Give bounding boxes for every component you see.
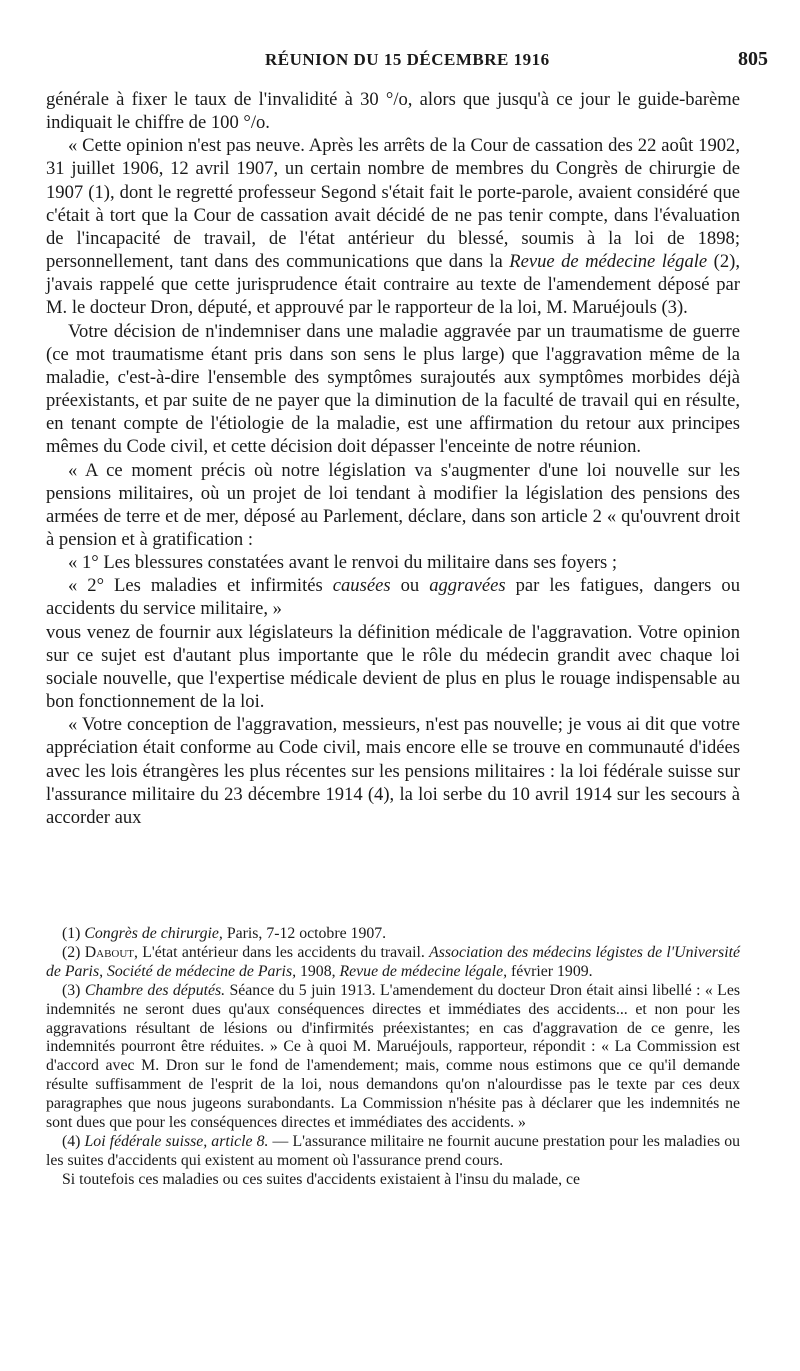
footnote-2	[46, 944, 740, 982]
body-text	[46, 88, 740, 829]
footnote-4	[46, 1133, 740, 1171]
footnote-2-author: Dabout,	[84, 943, 138, 961]
footnote-3-source: Chambre des députés.	[84, 981, 226, 999]
revue-title: Revue de médecine légale	[509, 251, 708, 273]
causees-word: causées	[332, 575, 391, 597]
paragraph-7: vous venez de fournir aux législateurs la définition médicale de l'aggravation. Votre opinion sur ce sujet est d'autant plus importante que le rôle du médecin grandit avec chaque loi sociale nouvelle, que l'expertise médicale devient de plus en plus le rouage indispensable au bon fonctionnement de la loi.	[46, 621, 740, 713]
aggravees-word: aggravées	[429, 575, 506, 597]
paragraph-2	[46, 134, 740, 319]
paragraph-5: « 1° Les blessures constatées avant le renvoi du militaire dans ses foyers ;	[68, 552, 618, 574]
footnote-3-text: Séance du 5 juin 1913. L'amendement du docteur Dron était ainsi libellé : « Les indemnités ne seront dues qu'aux conséquences directes et immédiates des accidents... et non pour les aggravations résultant de lésions ou d'infirmités préexistantes; en cas d'aggravation de ce genre, les indemnités pourront être réduites. » Ce à quoi M. Maruéjouls, rapporteur, répondit : « La Commission est d'accord avec M. Dron sur le fond de l'amendement; mais, comme nous estimons que ce qu'il demande résulte suffisamment de l'esprit de la loi, nous demandons qu'on n'alourdisse pas le texte par ces deux paragraphes que nous jugeons surabondants. La Commission n'hésite pas à déclarer que les indemnités ne sont dues que pour les conséquences directes et immédiates des accidents. »	[46, 981, 740, 1132]
page-header	[0, 48, 800, 76]
footnote-4-number: (4)	[62, 1132, 85, 1150]
footnote-4-continued: Si toutefois ces maladies ou ces suites d'accidents existaient à l'insu du malade, ce	[62, 1170, 581, 1188]
paragraph-2-end: (2), j'avais rappelé que cette jurisprudence était contraire au texte de l'amendement déposé par M. le docteur Dron, député, et approuvé par le rapporteur de la loi, M. Maruéjouls (3).	[46, 251, 740, 319]
paragraph-6-start: « 2° Les maladies et infirmités	[68, 575, 333, 597]
footnote-1	[46, 925, 740, 944]
footnotes	[46, 925, 740, 1190]
paragraph-6-mid: ou	[390, 575, 430, 597]
page-number: 805	[738, 48, 768, 70]
paragraph-8: « Votre conception de l'aggravation, messieurs, n'est pas nouvelle; je vous ai dit que votre appréciation était conforme au Code civil, mais encore elle se trouve en communauté d'idées avec les lois étrangères les plus récentes sur les pensions militaires : la loi fédérale suisse sur l'assurance militaire du 23 décembre 1914 (4), la loi serbe du 10 avril 1914 sur les secours à accorder aux	[46, 714, 740, 828]
footnote-3-number: (3)	[62, 981, 85, 999]
footnote-2-source: Association des médecins légistes de l'Université de Paris, Société de médecine de Paris,	[46, 943, 740, 980]
running-head: RÉUNION DU 15 DÉCEMBRE 1916	[265, 50, 550, 69]
footnote-2-date: février 1909.	[507, 962, 593, 980]
footnote-1-number: (1)	[62, 925, 85, 942]
paragraph-4: « A ce moment précis où notre législation va s'augmenter d'une loi nouvelle sur les pensions militaires, où un projet de loi tendant à modifier la législation des pensions des armées de terre et de mer, déposé au Parlement, déclare, dans son article 2 « qu'ouvrent droit à pension et à gratification :	[46, 459, 740, 550]
footnote-1-text: Paris, 7-12 octobre 1907.	[222, 925, 387, 942]
footnote-4-text: — L'assurance militaire ne fournit aucune prestation pour les maladies ou les suites d'accidents qui existent au moment où l'assurance prend cours.	[46, 1132, 740, 1169]
footnote-2-year: 1908,	[296, 962, 340, 980]
footnote-2-text: L'état antérieur dans les accidents du travail.	[137, 943, 430, 961]
paragraph-3: Votre décision de n'indemniser dans une maladie aggravée par un traumatisme de guerre (ce mot traumatisme étant pris dans son sens le plus large) que l'aggravation même de la maladie, c'est-à-dire l'ensemble des symptômes surajoutés aux symptômes morbides déjà préexistants, et par suite de ne payer que la diminution de la faculté de travail qui en résulte, en tenant compte de l'étiologie de la maladie, est une affirmation du retour aux principes mêmes du Code civil, et cette décision doit dépasser l'enceinte de notre réunion.	[46, 320, 740, 458]
paragraph-6-end: par les fatigues, dangers ou accidents du service militaire, »	[46, 575, 740, 620]
paragraph-2-start: « Cette opinion n'est pas neuve. Après les arrêts de la Cour de cassation des 22 août 1902, 31 juillet 1906, 12 avril 1907, un certain nombre de membres du Congrès de chirurgie de 1907 (1), dont le regretté professeur Segond s'était fait le porte-parole, avaient considéré que c'était à tort que la Cour de cassation avait décidé de ne pas tenir compte, dans l'évaluation de l'incapacité de travail, de l'état antérieur du blessé, soumis à la loi de 1898; personnellement, tant dans des communications que dans la	[46, 135, 740, 273]
paragraph-6	[46, 574, 740, 620]
footnote-3	[46, 982, 740, 1133]
footnote-2-number: (2)	[62, 943, 85, 961]
footnote-4-source: Loi fédérale suisse, article 8.	[84, 1132, 269, 1150]
footnote-1-source: Congrès de chirurgie,	[84, 925, 223, 942]
footnote-2-revue: Revue de médecine légale,	[339, 962, 508, 980]
paragraph-1: générale à fixer le taux de l'invalidité à 30 °/o, alors que jusqu'à ce jour le guide-barème indiquait le chiffre de 100 °/o.	[46, 89, 740, 134]
